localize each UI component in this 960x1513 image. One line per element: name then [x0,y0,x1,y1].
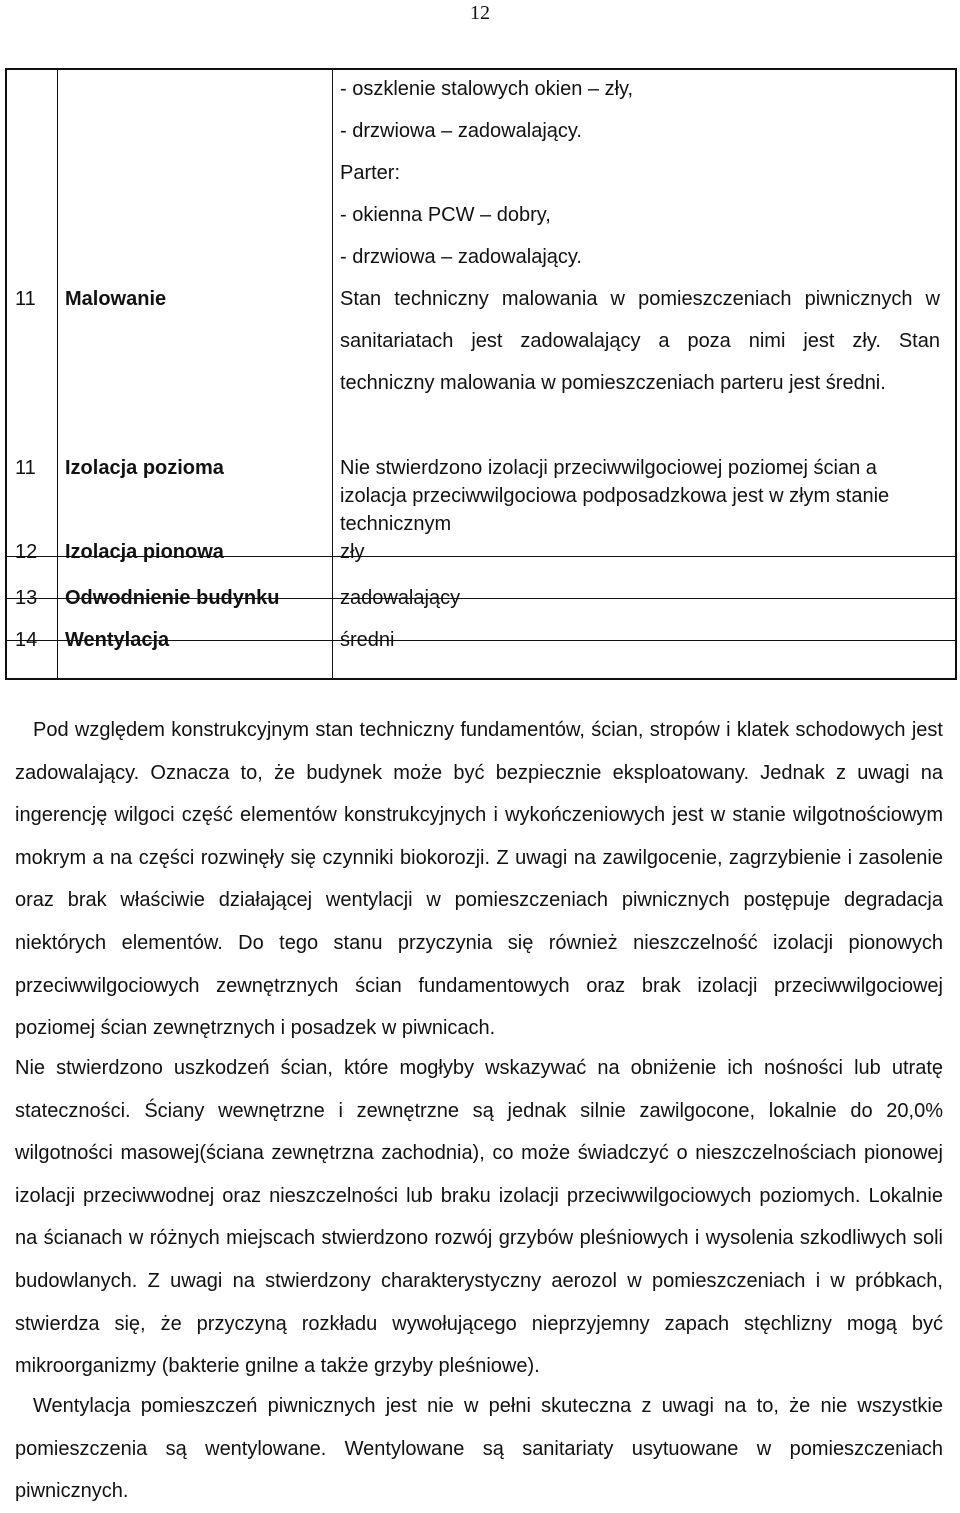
paragraph-line: zadowalający. Oznacza to, że budynek może być bezpiecznie eksploatowany. Jednak z uwagi na [15,761,943,784]
row-label: Wentylacja [65,629,170,651]
paragraph-line: Pod względem konstrukcyjnym stan techniczny fundamentów, ścian, stropów i klatek schodowych jest [33,719,943,741]
technical-condition-table [5,68,957,680]
paragraph [15,1385,943,1513]
paragraph-line: pomieszczenia są wentylowane. Wentylowane są sanitariaty usytuowane w pomieszczeniach [15,1437,943,1460]
paragraph-line: Nie stwierdzono uszkodzeń ścian, które mogłyby wskazywać na obniżenie ich nośności lub utratę [15,1057,943,1079]
paragraph-line: niektórych elementów. Do tego stanu przyczynia się również nieszczelność izolacji pionowych [15,931,943,954]
row-description-line: zły [340,541,365,563]
row-description-line: sanitariatach jest zadowalający a poza nimi jest zły. Stan [340,330,940,352]
row-number: 11 [15,457,36,479]
paragraph-line: piwnicznych. [15,1480,129,1503]
table-continuation-line: - oszklenie stalowych okien – zły, [340,78,634,100]
row-number: 12 [15,541,38,563]
table-column-divider [332,68,333,680]
paragraph [15,1047,943,1388]
paragraph-line: ingerencję wilgoci część elementów konstrukcyjnych i wykończeniowych jest w stanie wilgotnościowym [15,804,943,827]
paragraph-line: Wentylacja pomieszczeń piwnicznych jest nie w pełni skuteczna z uwagi na to, że nie wszystkie [33,1395,943,1417]
table-column-divider [57,68,58,680]
row-label: Odwodnienie budynku [65,587,280,609]
row-description-line: techniczny malowania w pomieszczeniach parteru jest średni. [340,372,886,394]
row-description-line: Stan techniczny malowania w pomieszczeniach piwnicznych w [340,288,940,310]
paragraph-line: mikroorganizmy (bakterie gnilne a także grzyby pleśniowe). [15,1355,540,1378]
paragraph-line: mokrym a na części rozwinęły się czynniki biokorozji. Z uwagi na zawilgocenie, zagrzybienie i zasolenie [15,846,943,869]
table-continuation-line: - drzwiowa – zadowalający. [340,246,582,268]
paragraph-line: budowlanych. Z uwagi na stwierdzony charakterystyczny aerozol w pomieszczeniach i w próbkach, [15,1269,943,1292]
table-continuation-line: Parter: [340,162,401,184]
table-continuation-line: - okienna PCW – dobry, [340,204,551,226]
paragraph-line: przeciwwilgociowych zewnętrznych ścian fundamentowych oraz brak izolacji przeciwwilgociowej [15,974,943,997]
row-description-line: zadowalający [340,587,461,609]
row-description-line: izolacja przeciwwilgociowa podposadzkowa jest w złym stanie [340,485,890,507]
paragraph-line: na ścianach w różnych miejscach stwierdzono rozwój grzybów pleśniowych i wysolenia szkodliwych soli [15,1227,943,1250]
paragraph-line: stateczności. Ściany wewnętrzne i zewnętrzne są jednak silnie zawilgocone, lokalnie do 20,0% [15,1099,943,1122]
page-number: 12 [470,2,490,24]
paragraph-line: stwierdza się, że przyczyną rozkładu wywołującego nieprzyjemny zapach stęchlizny mogą być [15,1312,943,1335]
row-number: 13 [15,587,38,609]
paragraph [15,709,943,1050]
row-number: 11 [15,288,36,310]
paragraph-line: wilgotności masowej(ściana zewnętrzna zachodnia), co może świadczyć o nieszczelnościach pionowej [15,1142,943,1165]
row-label: Malowanie [65,288,167,310]
row-number: 14 [15,629,38,651]
table-continuation-line: - drzwiowa – zadowalający. [340,120,582,142]
row-description-line: Nie stwierdzono izolacji przeciwwilgociowej poziomej ścian a [340,457,877,479]
paragraph-line: oraz brak właściwie działającej wentylacji w pomieszczeniach piwnicznych postępuje degradacja [15,889,943,912]
row-label: Izolacja pozioma [65,457,224,479]
row-description-line: średni [340,629,395,651]
paragraph-line: izolacji przeciwwodnej oraz nieszczelności lub braku izolacji przeciwwilgociowych poziomych. Lokalnie [15,1184,943,1207]
row-description-line: technicznym [340,513,452,535]
paragraph-line: poziomej ścian zewnętrznych i posadzek w piwnicach. [15,1017,496,1040]
row-label: Izolacja pionowa [65,541,224,563]
